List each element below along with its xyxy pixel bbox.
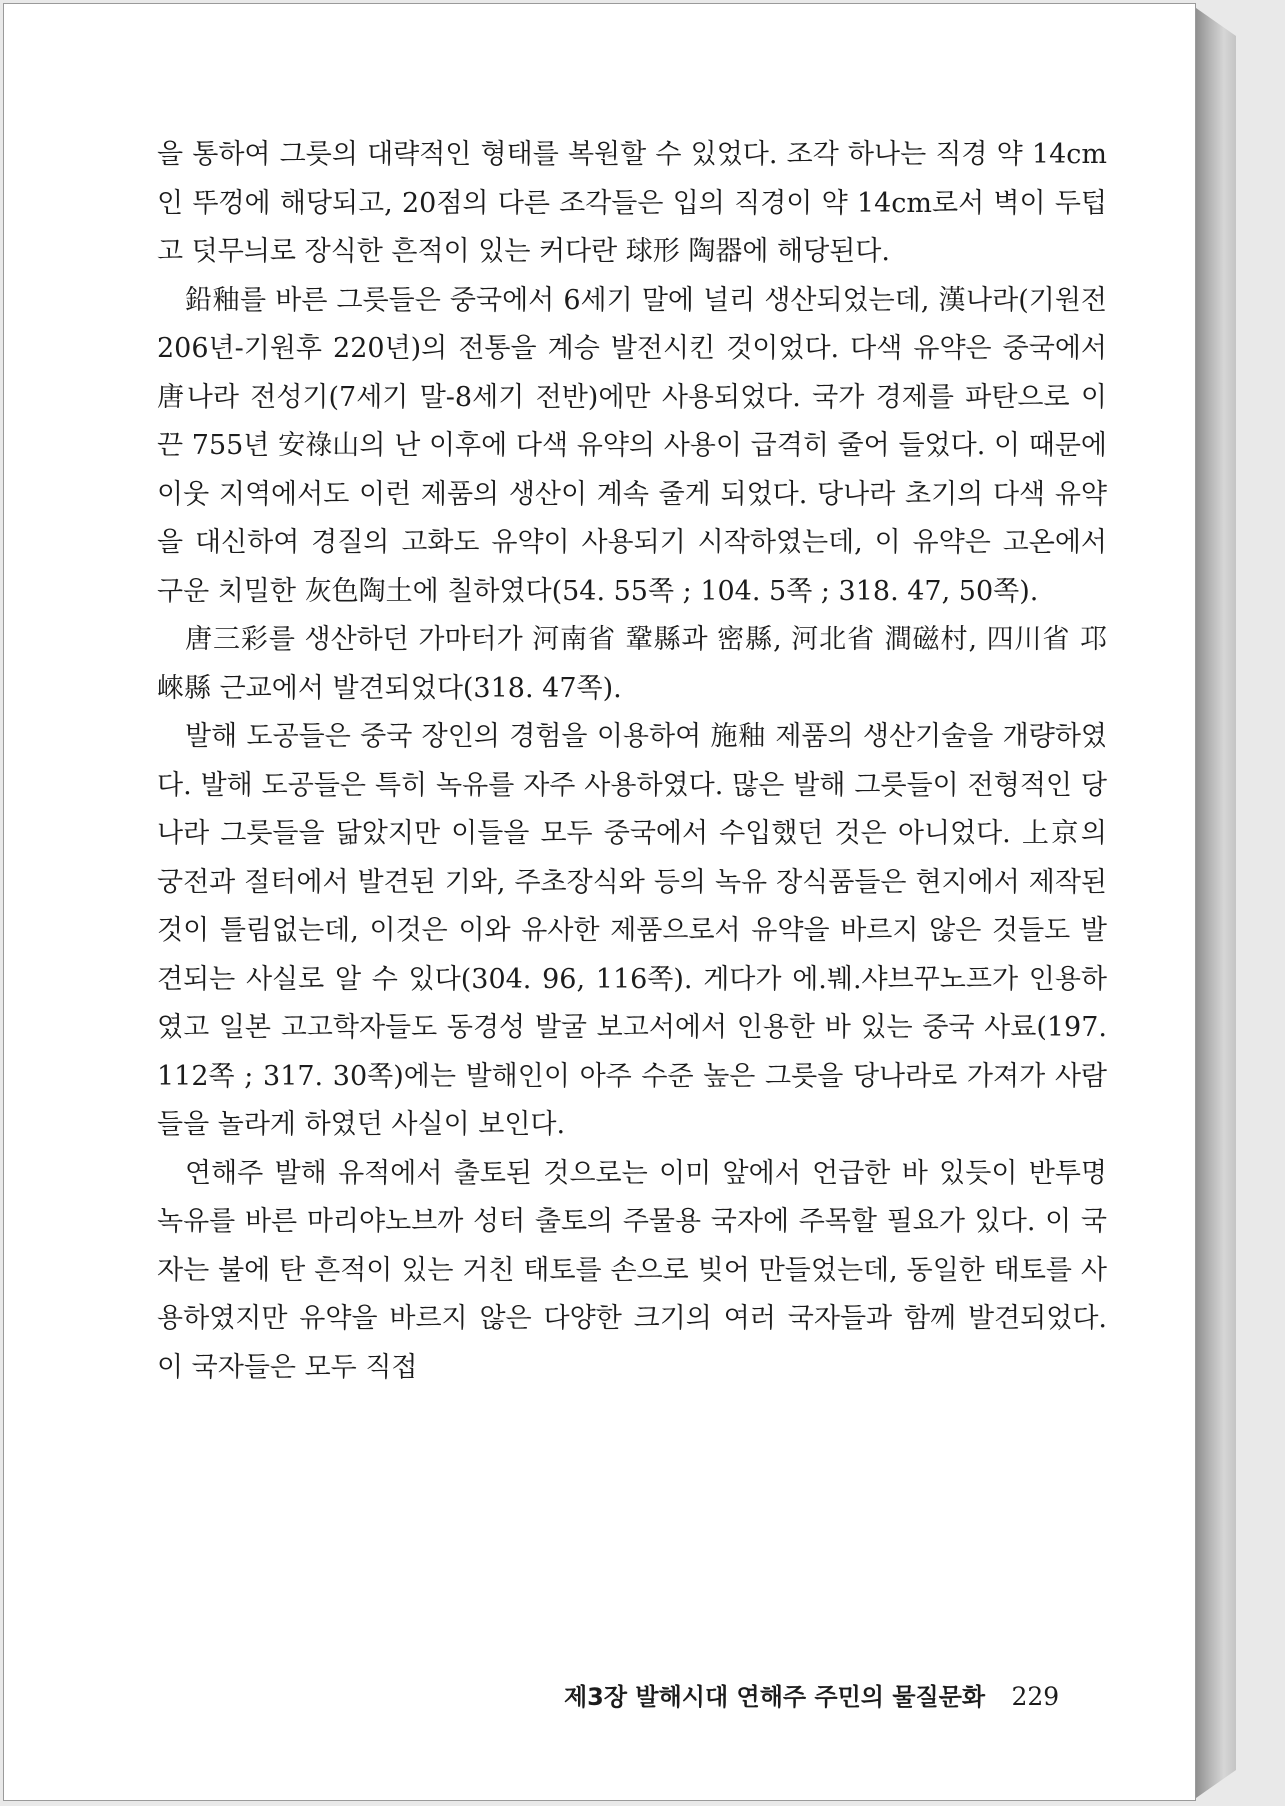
paragraph-3: 唐三彩를 생산하던 가마터가 河南省 鞏縣과 密縣, 河北省 澗磁村, 四川省 邛崍縣 근교에서 발견되었다(318. 47쪽).	[157, 624, 1107, 704]
paragraph-2: 鉛釉를 바른 그릇들은 중국에서 6세기 말에 널리 생산되었는데, 漢나라(기원전 206년-기원후 220년)의 전통을 계승 발전시킨 것이었다. 다색 유약은 중국에서 唐나라 전성기(7세기 말-8세기 전반)에만 사용되었다. 국가 경제를 파탄으로 이끈 755년 安祿山의 난 이후에 다색 유약의 사용이 급격히 줄어 들었다. 이 때문에 이웃 지역에서도 이런 제품의 생산이 계속 줄게 되었다. 당나라 초기의 다색 유약을 대신하여 경질의 고화도 유약이 사용되기 시작하였는데, 이 유약은 고온에서 구운 치밀한 灰色陶土에 칠하였다(54. 55쪽 ; 104. 5쪽 ; 318. 47, 50쪽).	[157, 284, 1107, 607]
running-footer	[564, 1677, 1084, 1712]
page-edge	[1196, 8, 1236, 1798]
book-page	[3, 3, 1196, 1801]
chapter-title: 제3장 발해시대 연해주 주민의 물질문화	[564, 1683, 986, 1711]
page-number: 229	[1011, 1682, 1060, 1711]
paragraph-4: 발해 도공들은 중국 장인의 경험을 이용하여 施釉 제품의 생산기술을 개량하였다. 발해 도공들은 특히 녹유를 자주 사용하였다. 많은 발해 그릇들이 전형적인 당나라 그릇들을 닮았지만 이들을 모두 중국에서 수입했던 것은 아니었다. 上京의 궁전과 절터에서 발견된 기와, 주초장식와 등의 녹유 장식품들은 현지에서 제작된 것이 틀림없는데, 이것은 이와 유사한 제품으로서 유약을 바르지 않은 것들도 발견되는 사실로 알 수 있다(304. 96, 116쪽). 게다가 에.붸.샤브꾸노프가 인용하였고 일본 고고학자들도 동경성 발굴 보고서에서 인용한 바 있는 중국 사료(197. 112쪽 ; 317. 30쪽)에는 발해인이 아주 수준 높은 그릇을 당나라로 가져가 사람들을 놀라게 하였던 사실이 보인다.	[157, 721, 1107, 1140]
paragraph-5: 연해주 발해 유적에서 출토된 것으로는 이미 앞에서 언급한 바 있듯이 반투명 녹유를 바른 마리야노브까 성터 출토의 주물용 국자에 주목할 필요가 있다. 이 국자는 불에 탄 흔적이 있는 거친 태토를 손으로 빚어 만들었는데, 동일한 태토를 사용하였지만 유약을 바르지 않은 다양한 크기의 여러 국자들과 함께 발견되었다. 이 국자들은 모두 직접	[157, 1157, 1107, 1383]
paragraph-1: 을 통하여 그릇의 대략적인 형태를 복원할 수 있었다. 조각 하나는 직경 약 14cm인 뚜껑에 해당되고, 20점의 다른 조각들은 입의 직경이 약 14cm로서 벽이 두텁고 덧무늬로 장식한 흔적이 있는 커다란 球形 陶器에 해당된다.	[157, 139, 1107, 267]
body-text	[157, 131, 1107, 1392]
